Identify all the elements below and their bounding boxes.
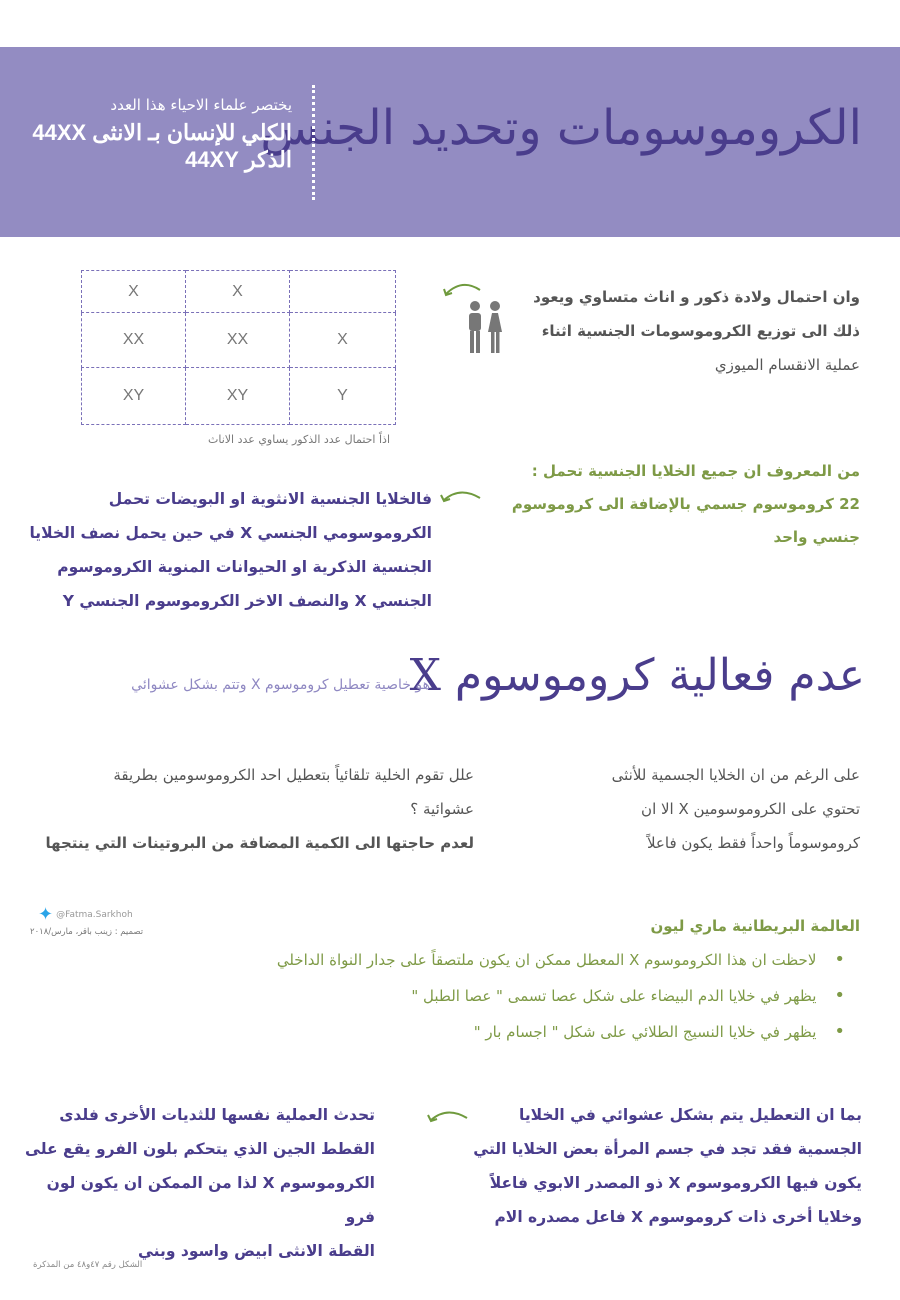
header-line: يختصر علماء الاحياء هذا العدد [110,96,292,114]
grid-cell: XY [186,368,290,425]
cat-fur-paragraph [15,1098,375,1268]
paragraph-line: علل تقوم الخلية تلقائياً بتعطيل احد الكروموسومين بطريقة [113,766,474,784]
paragraph-line: عملية الانقسام الميوزي [714,356,860,374]
mary-lyon-list [25,942,845,1050]
paragraph-line: على الرغم من ان الخلايا الجسمية للأنثى [611,766,860,784]
paragraph-line: وان احتمال ولادة ذكور و اناث متساوي ويعود [533,288,860,306]
random-inactivation-paragraph [442,1098,862,1234]
social-handle [38,904,133,925]
grid-cell: X [82,271,186,313]
x-inactivation-definition: هو خاصية تعطيل كروموسوم X وتتم بشكل عشوائي [131,677,430,693]
grid-cell: XX [186,313,290,368]
grid-cell: XX [82,313,186,368]
list-item [25,1014,845,1050]
paragraph-line: 22 كروموسوم جسمي بالإضافة الى كروموسوم [511,495,860,513]
list-item-text: يظهر في خلايا الدم البيضاء على شكل عصا تسمى " عصا الطبل " [411,987,817,1005]
gametes-paragraph [12,482,432,618]
x-inactivation-heading: عدم فعالية كروموسوم X [409,650,865,701]
mary-lyon-title: العالمة البريطانية ماري ليون [650,917,860,935]
female-cells-paragraph [460,758,860,860]
twitter-handle: @Fatma.Sarkhoh [56,909,133,920]
paragraph-line: لعدم حاجتها الى الكمية المضافة من البروتينات التي ينتجها [45,834,474,852]
paragraph-line: عشوائية ؟ [410,800,474,818]
paragraph-line: جنسي واحد [773,528,860,546]
grid-cell: X [290,313,396,368]
twitter-icon: ✦ [38,904,54,925]
grid-caption: اذاً احتمال عدد الذكور يساوي عدد الاناث [208,433,390,446]
figure-reference: الشكل رقم ٤٧و٤٨ من المذكرة [33,1260,143,1270]
header-divider [312,85,315,200]
grid-cell: XY [82,368,186,425]
grid-cell: X [186,271,290,313]
paragraph-line: الجنسي X والنصف الاخر الكروموسوم الجنسي Y [62,592,432,610]
list-item [25,942,845,978]
list-item-text: يظهر في خلايا النسيج الطلائي على شكل " اجسام بار " [473,1023,817,1041]
header-line: الذكر 44XY [185,147,292,172]
punnett-square [81,270,396,425]
paragraph-line: وخلايا أخرى ذات كروموسوم X فاعل مصدره الام [494,1208,862,1226]
couple-icon [440,276,520,361]
design-credit: تصميم : زينب باقر، مارس/٢٠١٨ [30,927,144,937]
grid-cell [290,271,396,313]
grid-cell: Y [290,368,396,425]
paragraph-line: القطة الانثى ابيض واسود وبني [138,1242,375,1260]
curved-arrow-icon [425,1104,473,1126]
paragraph-line: الجسمية فقد تجد في جسم المرأة بعض الخلايا التي [473,1140,862,1158]
curved-arrow-icon [438,484,486,506]
page-title: الكروموسومات وتحديد الجنس [260,100,862,156]
paragraph-line: بما ان التعطيل يتم بشكل عشوائي في الخلايا [519,1106,862,1124]
random-inactivation-question [14,758,474,860]
paragraph-line: القطط الجين الذي يتحكم بلون الفرو يقع على [25,1140,375,1158]
paragraph-line: تحتوي على الكروموسومين X الا ان [641,800,860,818]
paragraph-line: من المعروف ان جميع الخلايا الجنسية تحمل : [531,462,860,480]
paragraph-line: الجنسية الذكرية او الحيوانات المنوية الكروموسوم [57,558,432,576]
paragraph-line: يكون فيها الكروموسوم X ذو المصدر الابوي فاعلاً [489,1174,862,1192]
paragraph-line: تحدث العملية نفسها للثديات الأخرى فلدى [59,1106,375,1124]
paragraph-line: الكروموسومي الجنسي X في حين يحمل نصف الخلايا [29,524,432,542]
paragraph-line: ذلك الى توزيع الكروموسومات الجنسية اثناء [541,322,860,340]
list-item-text: لاحظت ان هذا الكروموسوم X المعطل ممكن ان يكون ملتصقاً على جدار النواة الداخلي [276,951,817,969]
sex-cells-paragraph [460,455,860,554]
paragraph-line: الكروموسوم X لذا من الممكن ان يكون لون فرو [46,1174,375,1226]
paragraph-line: كروموسوماً واحداً فقط يكون فاعلاً [646,834,860,852]
header-line: الكلي للإنسان بـ الانثى 44XX [32,120,292,145]
header-summary [32,92,292,173]
list-item [25,978,845,1014]
paragraph-line: فالخلايا الجنسية الانثوية او البويضات تحمل [108,490,432,508]
